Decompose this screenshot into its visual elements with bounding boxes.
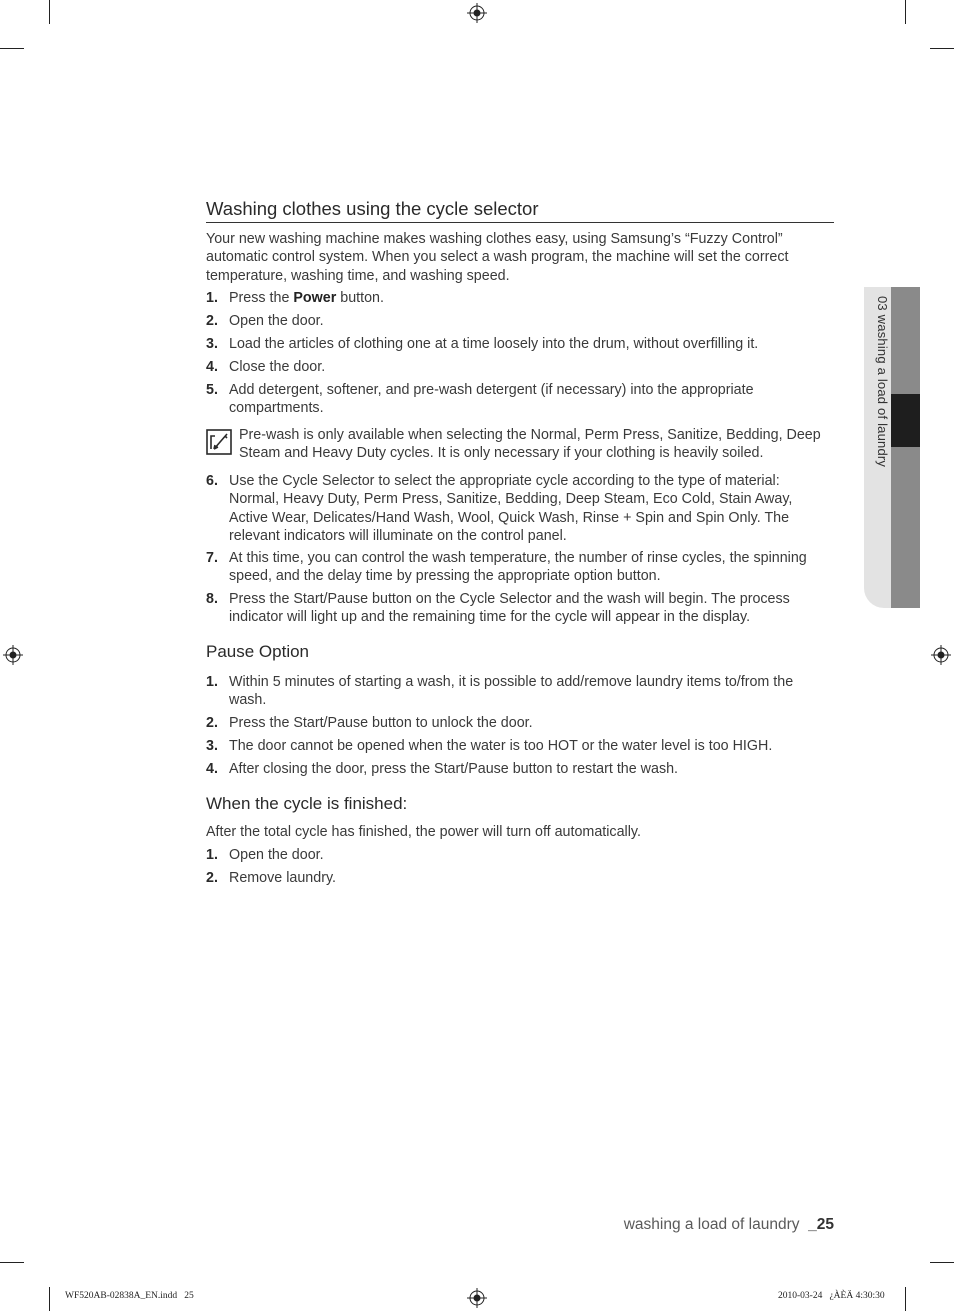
list-item (206, 472, 832, 545)
crop-mark (0, 48, 24, 49)
crop-mark (49, 0, 50, 24)
list-item (206, 381, 832, 418)
step-text: Within 5 minutes of starting a wash, it is possible to add/remove laundry items to/from the wash. (229, 674, 794, 709)
crop-mark (0, 1262, 24, 1263)
note-pencil-icon (206, 429, 232, 455)
footer-chapter: washing a load of laundry (623, 1216, 800, 1233)
steps-list-a (206, 289, 832, 418)
step-number: 3. (206, 738, 218, 755)
step-number: 1. (206, 290, 218, 306)
crop-mark (930, 1262, 954, 1263)
registration-mark-icon (931, 645, 951, 665)
registration-mark-icon (3, 645, 23, 665)
list-item (206, 714, 832, 732)
list-item (206, 549, 832, 586)
side-tab-mid (891, 287, 920, 608)
step-text: button. (336, 290, 384, 306)
list-item (206, 737, 832, 755)
step-number: 2. (206, 715, 218, 732)
list-item (206, 335, 832, 353)
slug-file: WF520AB-02838A_EN.indd 25 (65, 1291, 194, 1301)
step-text-bold: Power (293, 290, 337, 306)
finished-steps-list (206, 846, 832, 887)
slug-date: 2010-03-24 ¿ÀÈÄ 4:30:30 (778, 1291, 885, 1301)
registration-mark-icon (467, 1288, 487, 1308)
list-item (206, 590, 832, 627)
step-text: The door cannot be opened when the water is too HOT or the water level is too HIGH. (229, 738, 773, 755)
side-tab-label: 03 washing a load of laundry (875, 296, 890, 468)
page-footer (600, 1216, 834, 1234)
crop-mark (905, 1287, 906, 1311)
note-text: Pre-wash is only available when selecting the Normal, Perm Press, Sanitize, Bedding, Deep Steam and Heavy Duty cycles. It is only necessary if your clothing is heavily soiled. (239, 427, 821, 462)
crop-mark (49, 1287, 50, 1311)
step-number: 5. (206, 381, 218, 398)
step-text: Press the Start/Pause button to unlock the door. (229, 715, 533, 732)
step-number: 4. (206, 358, 218, 375)
step-number: 2. (206, 869, 218, 886)
step-text: Remove laundry. (229, 869, 337, 886)
section-title: Washing clothes using the cycle selector (206, 198, 834, 223)
cycle-finished-heading: When the cycle is finished: (206, 794, 408, 813)
side-tab-marker (891, 394, 920, 447)
list-item (206, 312, 832, 330)
list-item (206, 869, 832, 887)
step-number: 7. (206, 550, 218, 567)
step-text: Load the articles of clothing one at a time loosely into the drum, without overfilling it. (229, 335, 759, 352)
pause-steps-list (206, 673, 832, 779)
step-text: Open the door. (229, 847, 324, 863)
step-number: 3. (206, 335, 218, 352)
list-item (206, 289, 832, 307)
pause-option-heading: Pause Option (206, 642, 310, 661)
list-item (206, 358, 832, 376)
step-text: Press the (229, 290, 294, 306)
step-text: Open the door. (229, 312, 324, 329)
chapter-side-tab (864, 287, 920, 608)
step-number: 1. (206, 674, 218, 690)
step-text: Press the Start/Pause button on the Cycle Selector and the wash will begin. The process indicator will light up and the remaining time for the cycle will appear in the display. (229, 590, 790, 626)
crop-mark (905, 0, 906, 24)
step-text: At this time, you can control the wash temperature, the number of rinse cycles, the spinning speed, and the delay time by pressing the appropriate option button. (229, 550, 807, 585)
step-text: Add detergent, softener, and pre-wash detergent (if necessary) into the appropriate compartments. (229, 381, 754, 417)
step-number: 2. (206, 312, 218, 329)
step-number: 1. (206, 847, 218, 863)
step-number: 6. (206, 473, 218, 489)
step-number: 4. (206, 761, 218, 778)
list-item (206, 673, 832, 710)
step-text: Close the door. (229, 358, 326, 375)
list-item (206, 760, 832, 778)
registration-mark-icon (467, 3, 487, 23)
crop-mark (930, 48, 954, 49)
cycle-finished-text: After the total cycle has finished, the power will turn off automatically. (206, 824, 641, 840)
steps-list-b (206, 472, 832, 626)
step-text: After closing the door, press the Start/Pause button to restart the wash. (229, 761, 679, 778)
intro-paragraph: Your new washing machine makes washing clothes easy, using Samsung’s “Fuzzy Control” automatic control system. When you select a wash program, the machine will set the correct temperature, washing time, and washing speed. (206, 231, 789, 284)
step-number: 8. (206, 590, 218, 607)
page-number: _25 (808, 1216, 834, 1233)
list-item (206, 846, 832, 864)
step-text: Use the Cycle Selector to select the appropriate cycle according to the type of material: Normal, Heavy Duty, Perm Press, Sanitize, Bedding, Deep Steam, Eco Cold, Stain Away, Active Wear, Delicates/Hand Wash, Wool, Quick Wash, Rinse + Spin and Spin Only. The relevant indicators will illuminate on the control panel. (229, 473, 793, 544)
